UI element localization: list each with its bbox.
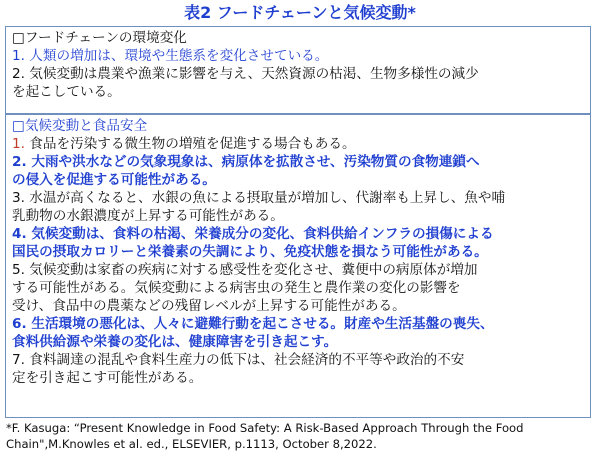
item-line: する可能性がある。気候変動による病害虫の発生と農作業の変化の影響を bbox=[12, 280, 461, 296]
list-item bbox=[12, 351, 584, 387]
section-heading-environment: □フードチェーンの環境変化 bbox=[12, 30, 187, 46]
list-item bbox=[12, 65, 584, 101]
list-item bbox=[12, 189, 584, 225]
item-line: 3. 水温が高くなると、水銀の魚による摂取量が増加し、代謝率も上昇し、魚や哺 bbox=[12, 190, 506, 206]
item-line: 4. 気候変動は、食料の枯渇、栄養成分の変化、食料供給インフラの損傷による bbox=[12, 226, 494, 242]
item-line: 受け、食品中の農薬などの残留レベルが上昇する可能性がある。 bbox=[12, 298, 406, 314]
item-line: の侵入を促進する可能性がある。 bbox=[12, 172, 216, 188]
item-line: 6. 生活環境の悪化は、人々に避難行動を起こさせる。財産や生活基盤の喪失、 bbox=[12, 316, 494, 332]
list-item bbox=[12, 153, 584, 189]
item-line: 1. 人類の増加は、環境や生態系を変化させている。 bbox=[12, 48, 329, 64]
item-line: 乳動物の水銀濃度が上昇する可能性がある。 bbox=[12, 208, 284, 224]
item-line: 国民の摂取カロリーと栄養素の失調により、免疫状態を損なう可能性がある。 bbox=[12, 244, 488, 260]
item-line: 定を引き起こす可能性がある。 bbox=[12, 370, 203, 386]
food-chain-environment-box bbox=[5, 26, 591, 114]
list-item bbox=[12, 225, 584, 261]
list-item bbox=[12, 315, 584, 351]
footnote-line: Chain",M.Knowles et al. ed., ELSEVIER, p.1113, October 8,2022. bbox=[6, 437, 377, 451]
item-line: 食料供給源や栄養の変化は、健康障害を引き起こす。 bbox=[12, 334, 338, 350]
item-line: 7. 食料調達の混乱や食料生産力の低下は、社会経済的不平等や政治的不安 bbox=[12, 352, 465, 368]
item-line: を起こしている。 bbox=[12, 84, 121, 100]
section-heading-food-safety: □気候変動と食品安全 bbox=[12, 118, 148, 134]
citation-footnote bbox=[6, 420, 594, 452]
footnote-line: *F. Kasuga: “Present Knowledge in Food Safety: A Risk-Based Approach Through the Food bbox=[6, 421, 524, 435]
list-item bbox=[12, 261, 584, 315]
table-title: 表2 フードチェーンと気候変動* bbox=[184, 3, 416, 22]
climate-food-safety-box bbox=[5, 114, 591, 418]
item-line: 2. 大雨や洪水などの気象現象は、病原体を拡散させ、汚染物質の食物連鎖へ bbox=[12, 154, 480, 170]
item-line: 2. 気候変動は農業や漁業に影響を与え、天然資源の枯渇、生物多様性の減少 bbox=[12, 66, 479, 82]
list-item bbox=[12, 135, 584, 153]
list-item bbox=[12, 47, 584, 65]
item-line: 5. 気候変動は家畜の疾病に対する感受性を変化させ、糞便中の病原体が増加 bbox=[12, 262, 478, 278]
item-number: 1. bbox=[12, 136, 25, 152]
item-line: 食品を汚染する微生物の増殖を促進する場合もある。 bbox=[24, 136, 356, 152]
